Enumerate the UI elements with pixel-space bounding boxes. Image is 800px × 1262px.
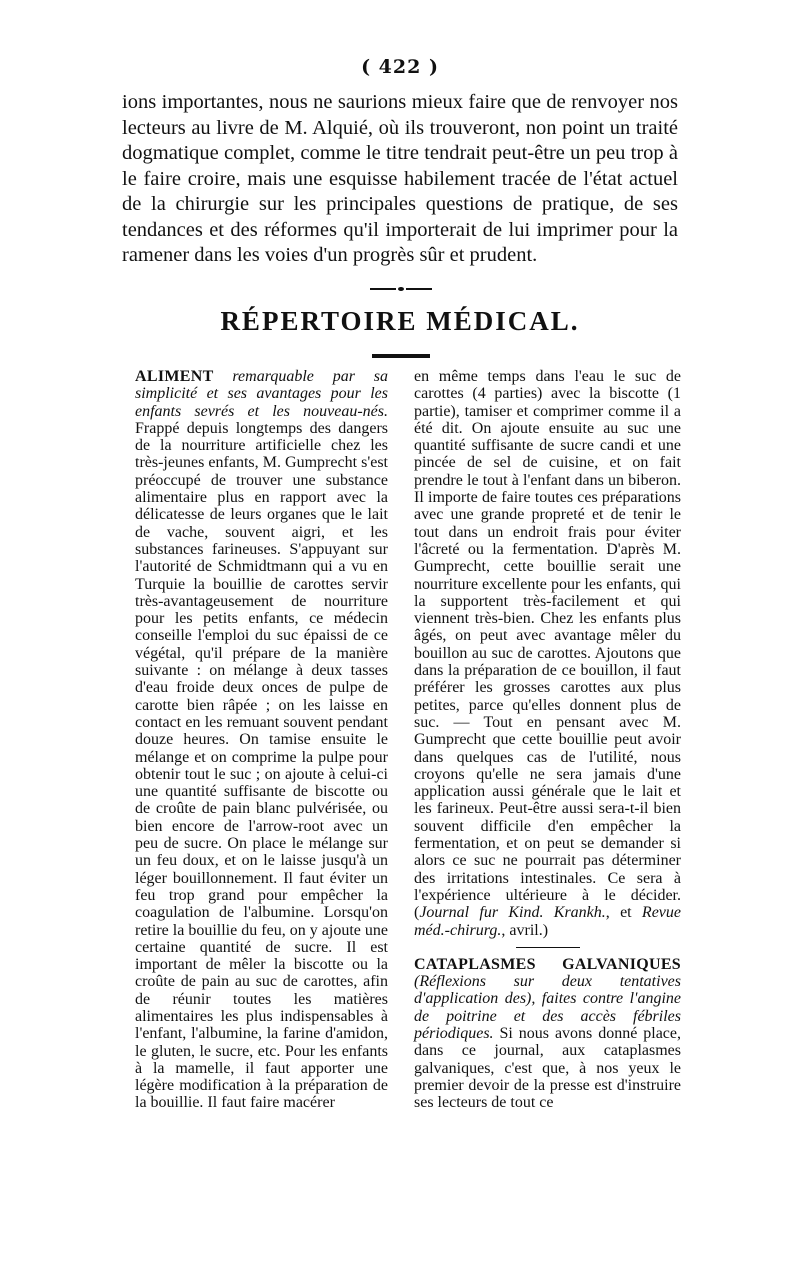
column-left xyxy=(135,368,388,1112)
section-title: RÉPERTOIRE MÉDICAL. xyxy=(220,306,580,336)
entry-cataplasmes xyxy=(414,956,681,1112)
entry-aliment-subtitle: remarquable par sa simplicité et ses avantages pour les enfants sevrés et les nouveau-nés. xyxy=(135,368,389,420)
entry-cataplasmes-body: Si nous avons donné place, dans ce journal, aux cataplasmes galvaniques, c'est que, à nos yeux le premier devoir de la presse est d'instruire ses lecteurs de tout ce xyxy=(414,1024,682,1112)
entry-aliment xyxy=(135,368,388,1112)
entry-separator-rule xyxy=(516,947,580,948)
column-right xyxy=(414,368,681,1111)
intro-paragraph: ions importantes, nous ne saurions mieux faire que de renvoyer nos lecteurs au livre de M. Alquié, où ils trouveront, non point un traité dogmatique complet, comme le titre tendrait peut-être un peu trop à le faire croire, mais une esquisse habilement tracée de l'état actuel de la chirurgie sur les principales questions de pratique, de ses tendances et des réformes qu'il importerait de lui imprimer pour la ramener dans les voies d'un progrès sûr et prudent. xyxy=(122,91,678,266)
citation-journal: Journal fur Kind. Krankh. xyxy=(419,904,606,922)
citation: (Journal fur Kind. Krankh., et Revue méd.-chirurg., avril.) xyxy=(414,904,681,939)
entry-aliment-heading: ALIMENT xyxy=(135,368,214,385)
entry-aliment-continued xyxy=(414,368,681,939)
page-number: ( 422 ) xyxy=(361,56,439,78)
entry-aliment-body-left: Frappé depuis longtemps des dangers de la nourriture artificielle chez les très-jeunes enfants, M. Gumprecht s'est préoccupé de trouver une substance alimentaire plus en rapport avec la délicatesse de leurs organes que le lait de vache, souvent aigri, et les substances farineuses. S'appuyant sur l'autorité de Schmidtmann qui a vu en Turquie la bouillie de carottes servir très-avantageusement de nourriture pour les petits enfants, ce médecin conseille l'emploi du suc épaissi de ce végétal, qu'il prépare de la manière suivante : on mélange à deux tasses d'eau froide deux onces de pulpe de carotte bien râpée ; on les laisse en contact en les remuant souvent pendant douze heures. On tamise ensuite le mélange et on comprime la pulpe pour obtenir tout le suc ; on ajoute à celui-ci une quantité suffisante de biscotte ou de croûte de pain blanc pulvérisée, ou bien encore de l'arrow-root avec un peu de sucre. On place le mélange sur un feu doux, et on le laisse jusqu'à un léger bouillonnement. Il faut éviter un feu trop grand pour empêcher la coagulation de l'albumine. Lorsqu'on retire la bouillie du feu, on y ajoute une certaine quantité de sucre. Il est important de mêler la biscotte ou la croûte de pain au suc de carottes, afin de réunir toutes les matières alimentaires les plus indispensables à l'enfant, l'albumine, la farine d'amidon, le gluten, le sucre, etc. Pour les enfants à la mamelle, il faut apporter une légère modification à la préparation de la bouillie. Il faut faire macérer xyxy=(135,419,388,1112)
title-underline-rule xyxy=(372,354,430,358)
entry-aliment-body-right: en même temps dans l'eau le suc de carottes (4 parties) avec la biscotte (1 partie), tamiser et comprimer comme il a été dit. On ajoute ensuite au suc une quantité suffisante de sucre candi et une pincée de sel de cuisine, et on fait prendre le tout à l'enfant dans un biberon. Il importe de faire toutes ces préparations avec une grande propreté et de tenir le tout dans un endroit frais pour éviter l'âcreté ou la fermentation. D'après M. Gumprecht, cette bouillie serait une nourriture excellente pour les enfants, qui la supportent très-facilement et qui viennent très-bien. Chez les enfants plus âgés, on peut avec avantage mêler du bouillon au suc de carottes. Ajoutons que dans la préparation de ce bouillon, il faut préférer les grosses carottes aux plus petites, parce qu'elles donnent plus de suc. — Tout en pensant avec M. Gumprecht que cette bouillie peut avoir dans quelques cas de l'utilité, nous croyons qu'elle ne sera jamais d'une application aussi générale que le lait et les farineux. Peut-être aussi sera-t-il bien souvent difficile d'en empêcher la fermentation, et on peut se demander si alors ce suc ne pourrait pas déterminer des irritations intestinales. Ce sera à l'expérience ultérieure à le décider. xyxy=(414,368,681,904)
entry-cataplasmes-subtitle: (Réflexions sur deux tentatives d'application des), faites contre l'angine de poitrine et des accès fébriles périodiques. xyxy=(414,973,681,1042)
citation-revue: Revue méd.-chirurg. xyxy=(414,904,681,939)
section-ornament-rule xyxy=(370,287,432,291)
entry-cataplasmes-heading: CATAPLASMES GALVANIQUES xyxy=(414,955,681,973)
